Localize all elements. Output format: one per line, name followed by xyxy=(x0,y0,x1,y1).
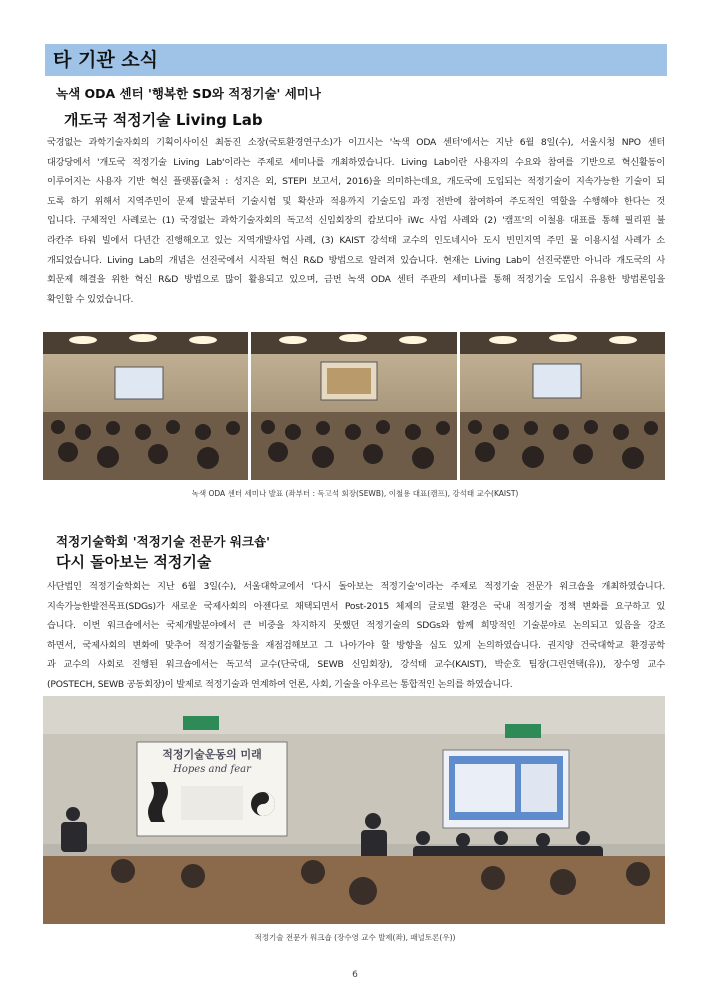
article2-title: 다시 돌아보는 적정기술 xyxy=(56,553,212,571)
workshop-photo xyxy=(43,696,665,924)
body-line: 과 교수의 사회로 진행된 워크숍에서는 독고석 교수(단국대, SEWB 신임회장), 강석태 교수(KAIST), 박순호 팀장(그린연택(유)), 장수영 교수 xyxy=(47,659,665,671)
article1-body xyxy=(47,133,665,309)
body-line: 하면서, 국제사회의 변화에 맞추어 적정기술활동을 재점검해보고 그 나아가야 할 방향을 심도 있게 논의하였습니다. 권지양 건국대학교 환경공학 xyxy=(47,639,665,651)
article2-caption: 적정기술 전문가 워크숍 (장수영 교수 발제(좌), 패널토론(우)) xyxy=(254,933,456,942)
body-line: 사단법인 적정기술학회는 지난 6월 3일(수), 서울대학교에서 '다시 돌아보는 적정기술'이라는 주제로 적정기술 전문가 워크숍을 개최하였습니다. xyxy=(47,581,665,592)
slide-subtitle: Hopes and fear xyxy=(173,764,251,775)
seminar-photo-2 xyxy=(251,332,457,480)
seminar-photo-strip xyxy=(43,332,665,480)
body-line: 입니다. 구체적인 사례로는 (1) 국경없는 과학기술자회의 독고석 신임회장의 캄보디아 iWc 사업 사례와 (2) '캠프'의 이철용 대표를 통해 필리핀 불 xyxy=(47,215,665,227)
body-line: 개되었습니다. Living Lab의 개념은 선진국에서 시작된 혁신 R&D 방법으로 알려져 있습니다. 현재는 Living Lab이 선진국뿐만 아니라 개도국의 사 xyxy=(47,254,665,266)
section-title: 타 기관 소식 xyxy=(45,44,667,76)
slide-title: 적정기술운동의 미래 xyxy=(162,748,262,761)
body-line: 이루어지는 사용자 기반 혁신 플랫폼(출처 : 성지은 외, STEPI 보고서, 2016)을 의미하는데요, 개도국에 도입되는 적정기술이 지속가능한 기술이 되 xyxy=(47,176,665,188)
body-line: 국경없는 과학기술자회의 기획이사이신 최동진 소장(국토환경연구소)가 이끄시는 '녹색 ODA 센터'에서는 지난 6월 8일(수), 서울시청 NPO 센터 xyxy=(47,137,665,148)
page-number: 6 xyxy=(352,970,358,980)
body-line: 지속가능한발전목표(SDGs)가 새로운 국제사회의 아젠다로 채택되면서 Post-2015 체제의 글로벌 환경은 국내 적정기술 정책 변화를 요구하고 있 xyxy=(47,600,665,612)
body-line: (POSTECH, SEWB 공동회장)이 발제로 적정기술과 연계하여 언론, 사회, 기술을 아우르는 통합적인 논의를 하였습니다. xyxy=(47,678,513,690)
body-line: 라칸주 타워 빌에서 다년간 진행해오고 있는 지역개발사업 사례, (3) KAIST 강석태 교수의 인도네시아 도시 빈민지역 주민 물 이용시설 사례가 소 xyxy=(47,234,665,246)
body-line: 확인할 수 있었습니다. xyxy=(47,293,134,305)
article2-body xyxy=(47,577,665,695)
body-line: 도록 하기 위해서 지역주민이 문제 발굴부터 기술시험 및 확산과 적용까지 기술도입 과정 전반에 참여하여 주도적인 역할을 수행해야 한다는 것 xyxy=(47,195,665,207)
body-line: 회문제 해결을 위한 혁신 R&D 방법으로 많이 활용되고 있으며, 금번 녹색 ODA 센터 주관의 세미나를 통해 적정기술 도입시 유용한 방법론임을 xyxy=(47,274,665,286)
article1-subtitle: 녹색 ODA 센터 '행복한 SD와 적정기술' 세미나 xyxy=(56,86,321,101)
article1-title: 개도국 적정기술 Living Lab xyxy=(64,111,263,129)
article1-caption: 녹색 ODA 센터 세미나 발표 (좌부터 : 독고석 회장(SEWB), 이철용 대표(캠프), 강석태 교수(KAIST) xyxy=(191,489,519,498)
body-line: 습니다. 이번 워크숍에서는 국제개발분야에서 큰 비중을 차지하지 못했던 적정기술의 SDGs와 함께 희망적인 기술분야로 논의되고 있음을 강조 xyxy=(47,620,665,632)
article2-subtitle: 적정기술학회 '적정기술 전문가 워크숍' xyxy=(56,534,270,549)
seminar-photo-1 xyxy=(43,332,248,480)
seminar-photo-3 xyxy=(460,332,665,480)
body-line: 대강당에서 '개도국 적정기술 Living Lab'이라는 주제로 세미나를 개최하였습니다. Living Lab이란 사용자의 수요와 참여를 기반으로 혁신활동이 xyxy=(47,156,665,168)
